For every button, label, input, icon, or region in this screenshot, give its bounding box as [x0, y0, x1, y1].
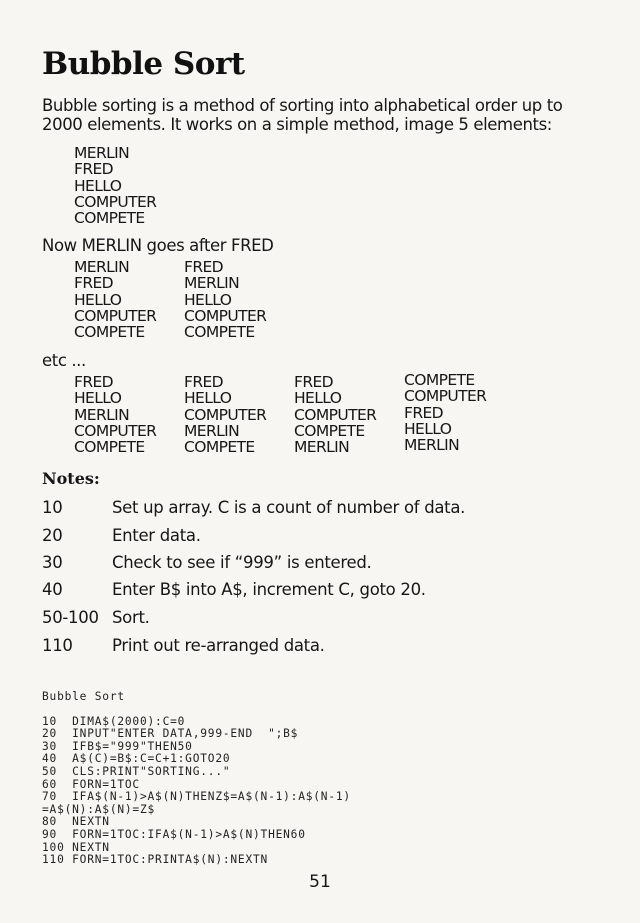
list-item: COMPUTER	[74, 192, 157, 211]
page-title: Bubble Sort	[42, 46, 245, 82]
list-item: FRED	[74, 160, 114, 179]
code-line: 20 INPUT"ENTER DATA,999-END ";B$	[42, 727, 299, 741]
list-item: COMPETE	[404, 371, 475, 389]
code-line: 10 DIMA$(2000):C=0	[42, 714, 186, 728]
step-list-2	[184, 259, 266, 340]
sorted-list	[404, 372, 486, 453]
note-line-number: 10	[42, 498, 63, 517]
list-item: HELLO	[74, 389, 122, 408]
list-item: COMPUTER	[294, 405, 377, 424]
now-label: Now MERLIN goes after FRED	[42, 236, 274, 255]
code-title: Bubble Sort	[42, 690, 125, 703]
code-line: 30 IFB$="999"THEN50	[42, 739, 193, 753]
code-line: 60 FORN=1TOC	[42, 777, 140, 791]
page-number: 51	[309, 872, 331, 892]
note-text: Enter data.	[112, 526, 201, 545]
code-listing	[42, 691, 602, 867]
list-item: MERLIN	[184, 421, 240, 440]
list-item: MERLIN	[74, 405, 130, 424]
list-item: MERLIN	[74, 144, 130, 162]
list-item: COMPUTER	[184, 306, 267, 325]
note-text: Print out re-arranged data.	[112, 636, 325, 655]
list-item: MERLIN	[184, 274, 240, 293]
list-item: COMPUTER	[404, 387, 487, 406]
code-line: 100 NEXTN	[42, 840, 110, 854]
list-item: COMPETE	[294, 421, 365, 440]
step-list-5	[294, 374, 376, 455]
code-line: 70 IFA$(N-1)>A$(N)THENZ$=A$(N-1):A$(N-1)	[42, 790, 351, 804]
note-line-number: 20	[42, 526, 63, 545]
code-line: 90 FORN=1TOC:IFA$(N-1)>A$(N)THEN60	[42, 827, 306, 841]
code-line: 80 NEXTN	[42, 815, 110, 829]
list-item: FRED	[74, 373, 114, 391]
note-line-number: 30	[42, 553, 63, 572]
list-item: HELLO	[74, 176, 122, 195]
note-text: Check to see if “999” is entered.	[112, 553, 372, 572]
step-list-1	[74, 259, 156, 340]
list-item: COMPETE	[184, 323, 255, 342]
code-line: 40 A$(C)=B$:C=C+1:GOTO20	[42, 752, 231, 766]
notes-heading: Notes:	[42, 469, 100, 488]
note-line-number: 50-100	[42, 608, 99, 627]
list-item: FRED	[404, 403, 444, 422]
list-item: COMPUTER	[184, 405, 267, 424]
list-item: HELLO	[184, 389, 232, 408]
note-text: Sort.	[112, 608, 150, 627]
list-item: MERLIN	[404, 436, 460, 455]
note-line-number: 40	[42, 580, 63, 599]
list-item: FRED	[74, 274, 114, 293]
list-item: MERLIN	[294, 438, 350, 457]
list-item: FRED	[184, 258, 224, 276]
list-item: HELLO	[404, 419, 452, 438]
list-item: COMPETE	[74, 323, 145, 342]
note-text: Enter B$ into A$, increment C, goto 20.	[112, 580, 426, 599]
list-item: HELLO	[184, 290, 232, 309]
etc-label: etc ...	[42, 351, 86, 370]
list-item: HELLO	[294, 389, 342, 408]
initial-list	[74, 145, 156, 226]
code-line: 50 CLS:PRINT"SORTING..."	[42, 764, 231, 778]
list-item: COMPUTER	[74, 421, 157, 440]
list-item: MERLIN	[74, 258, 130, 276]
list-item: COMPETE	[74, 438, 145, 457]
intro-paragraph: Bubble sorting is a method of sorting into alphabetical order up to 2000 elements. It works on a simple method, image 5 elements:	[42, 96, 563, 134]
list-item: COMPETE	[74, 209, 145, 228]
note-line-number: 110	[42, 636, 73, 655]
list-item: FRED	[184, 373, 224, 391]
list-item: COMPETE	[184, 438, 255, 457]
step-list-3	[74, 374, 156, 455]
list-item: FRED	[294, 373, 334, 391]
list-item: COMPUTER	[74, 306, 157, 325]
code-line: 110 FORN=1TOC:PRINTA$(N):NEXTN	[42, 853, 269, 867]
note-text: Set up array. C is a count of number of data.	[112, 498, 466, 517]
list-item: HELLO	[74, 290, 122, 309]
step-list-4	[184, 374, 266, 455]
code-line: =A$(N):A$(N)=Z$	[42, 802, 156, 816]
